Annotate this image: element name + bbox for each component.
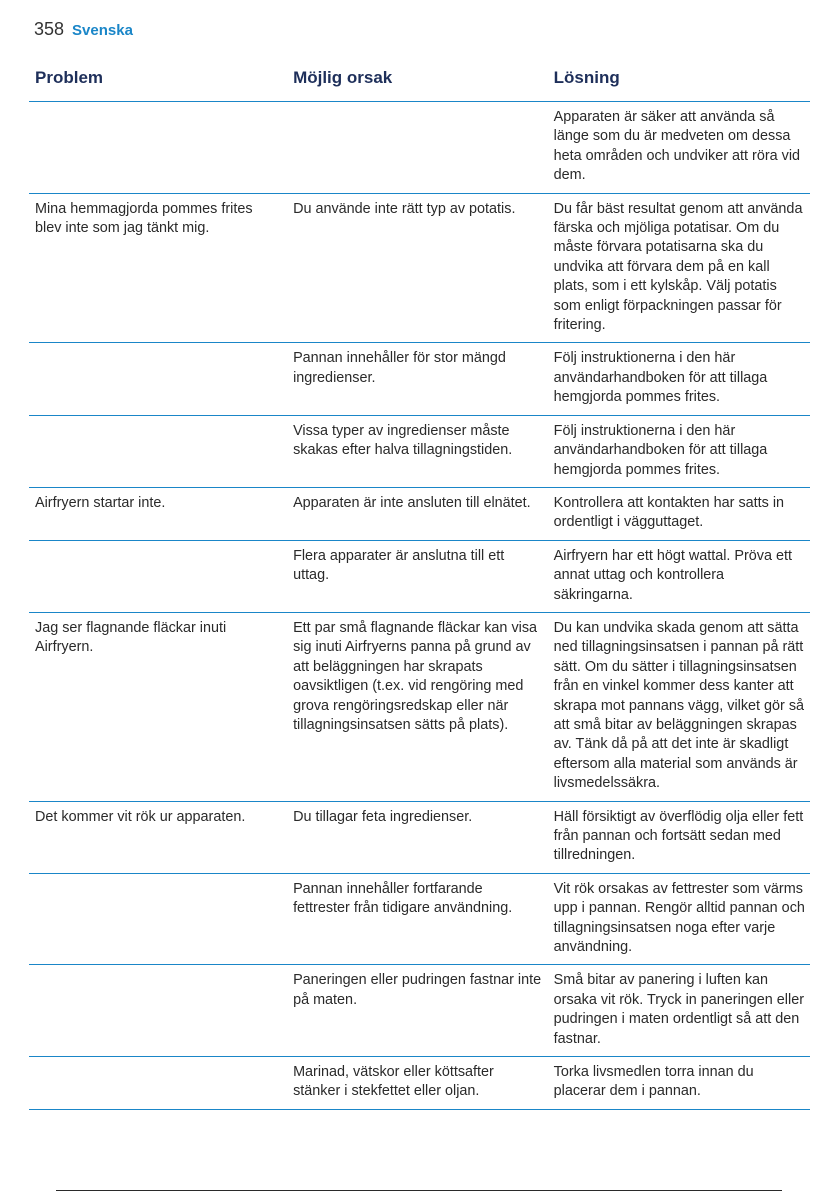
table-row	[29, 612, 810, 801]
cause-cell: Du tillagar feta ingredienser.	[287, 801, 548, 873]
problem-cell	[29, 1057, 287, 1110]
column-header-cause: Möjlig orsak	[287, 60, 548, 102]
problem-cell: Jag ser flagnande fläckar inuti Airfryern.	[29, 612, 287, 801]
problem-cell	[29, 102, 287, 194]
cause-cell: Paneringen eller pudringen fastnar inte på maten.	[287, 965, 548, 1057]
solution-cell: Du får bäst resultat genom att använda färska och mjöliga potatisar. Om du måste förvara potatisarna ska du undvika att förvara dem på en kall plats, som i ett kylskåp. Välj potatis som enligt förpackningen passar för fritering.	[548, 193, 810, 343]
problem-cell: Airfryern startar inte.	[29, 487, 287, 540]
section-label: Svenska	[72, 22, 133, 39]
problem-cell	[29, 343, 287, 415]
page-number: 358	[34, 19, 65, 39]
table-row	[29, 343, 810, 415]
troubleshooting-table	[29, 60, 810, 1110]
table-row	[29, 873, 810, 965]
table-row	[29, 540, 810, 612]
cause-cell: Ett par små flagnande fläckar kan visa sig inuti Airfryerns panna på grund av att beläggningen har skrapats oavsiktligen (t.ex. vid rengöring med grova rengöringsredskap eller när tillagningsinsatsen sätts på plats).	[287, 612, 548, 801]
cause-cell: Flera apparater är anslutna till ett uttag.	[287, 540, 548, 612]
solution-cell: Apparaten är säker att använda så länge som du är medveten om dessa heta områden och undviker att röra vid dem.	[548, 102, 810, 194]
table-row	[29, 193, 810, 343]
table-row	[29, 801, 810, 873]
table-header-row	[29, 60, 810, 102]
problem-cell	[29, 873, 287, 965]
cause-cell: Marinad, vätskor eller köttsafter stänker i stekfettet eller oljan.	[287, 1057, 548, 1110]
solution-cell: Torka livsmedlen torra innan du placerar dem i pannan.	[548, 1057, 810, 1110]
cause-cell: Vissa typer av ingredienser måste skakas efter halva tillagningstiden.	[287, 415, 548, 487]
table-row	[29, 415, 810, 487]
table-row	[29, 965, 810, 1057]
solution-cell: Följ instruktionerna i den här användarhandboken för att tillaga hemgjorda pommes frites.	[548, 415, 810, 487]
problem-cell: Mina hemmagjorda pommes frites blev inte som jag tänkt mig.	[29, 193, 287, 343]
cause-cell: Du använde inte rätt typ av potatis.	[287, 193, 548, 343]
table-row	[29, 487, 810, 540]
cause-cell: Pannan innehåller för stor mängd ingredienser.	[287, 343, 548, 415]
solution-cell: Du kan undvika skada genom att sätta ned tillagningsinsatsen i pannan på rätt sätt. Om du sätter i tillagningsinsatsen från en vinkel kommer dess kanter att skrapa mot pannans vägg, vilket gör så att små bitar av beläggningen skrapas av. Tänk då på att det inte är skadligt eftersom alla material som används är livsmedelssäkra.	[548, 612, 810, 801]
solution-cell: Små bitar av panering i luften kan orsaka vit rök. Tryck in paneringen eller pudringen i maten ordentligt så att den fastnar.	[548, 965, 810, 1057]
cause-cell	[287, 102, 548, 194]
problem-cell	[29, 965, 287, 1057]
problem-cell	[29, 540, 287, 612]
table-row	[29, 102, 810, 194]
column-header-problem: Problem	[29, 60, 287, 102]
table-row	[29, 1057, 810, 1110]
solution-cell: Häll försiktigt av överflödig olja eller fett från pannan och fortsätt sedan med tillredningen.	[548, 801, 810, 873]
cause-cell: Pannan innehåller fortfarande fettrester från tidigare användning.	[287, 873, 548, 965]
problem-cell	[29, 415, 287, 487]
problem-cell: Det kommer vit rök ur apparaten.	[29, 801, 287, 873]
column-header-solution: Lösning	[548, 60, 810, 102]
solution-cell: Följ instruktionerna i den här användarhandboken för att tillaga hemgjorda pommes frites.	[548, 343, 810, 415]
solution-cell: Kontrollera att kontakten har satts in ordentligt i vägguttaget.	[548, 487, 810, 540]
solution-cell: Airfryern har ett högt wattal. Pröva ett annat uttag och kontrollera säkringarna.	[548, 540, 810, 612]
cause-cell: Apparaten är inte ansluten till elnätet.	[287, 487, 548, 540]
solution-cell: Vit rök orsakas av fettrester som värms upp i pannan. Rengör alltid pannan och tillagningsinsatsen noga efter varje användning.	[548, 873, 810, 965]
page-header	[34, 19, 133, 40]
